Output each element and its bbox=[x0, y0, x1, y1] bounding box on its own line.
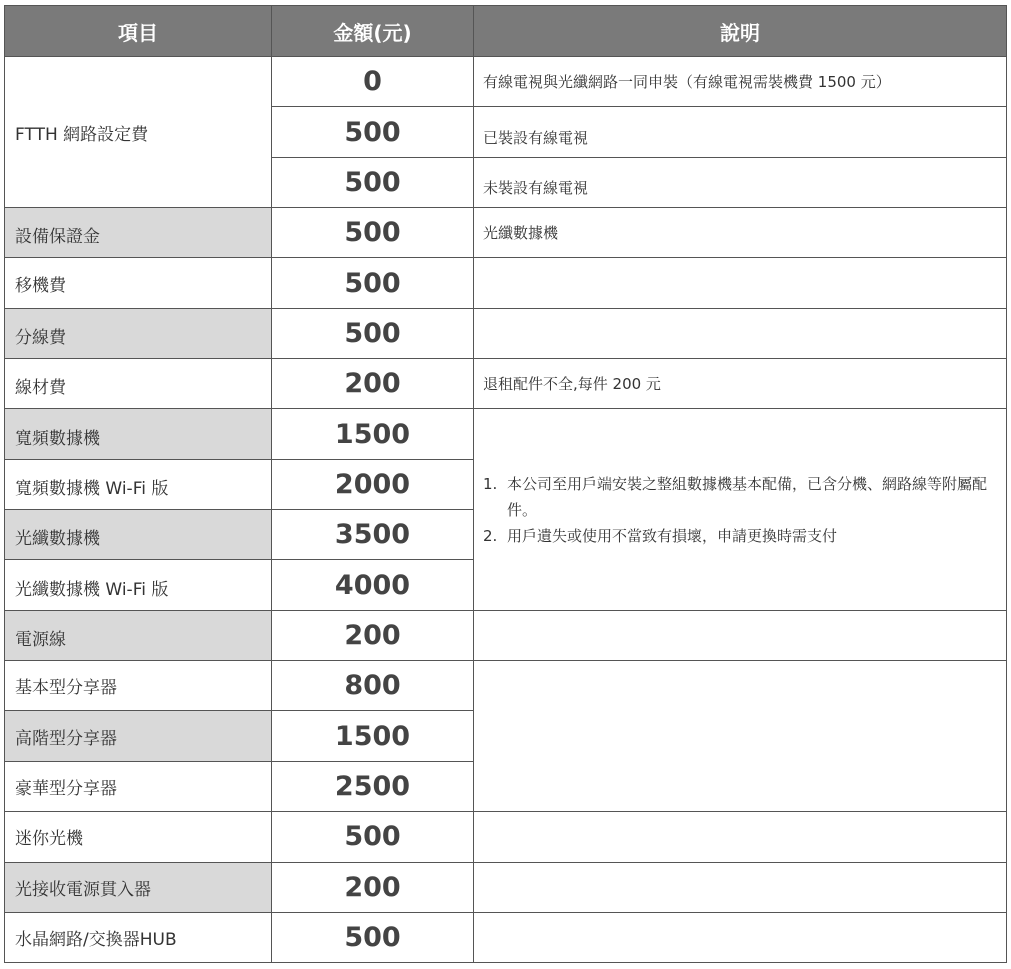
amount-cell: 500 bbox=[272, 308, 474, 358]
desc-cell: 光纖數據機 bbox=[474, 208, 1007, 258]
amount-cell: 200 bbox=[272, 862, 474, 912]
table-row bbox=[5, 862, 1007, 912]
amount-cell: 4000 bbox=[272, 560, 474, 610]
table-row bbox=[5, 812, 1007, 862]
note-text: 本公司至用戶端安裝之整組數據機基本配備，已含分機、網路線等附屬配件。 bbox=[507, 475, 988, 520]
amount-cell: 1500 bbox=[272, 711, 474, 761]
item-cell: 光纖數據機 Wi-Fi 版 bbox=[5, 560, 272, 610]
item-cell: 光纖數據機 bbox=[5, 510, 272, 560]
amount-cell: 800 bbox=[272, 661, 474, 711]
amount-cell: 500 bbox=[272, 107, 474, 157]
item-cell: 寬頻數據機 Wi-Fi 版 bbox=[5, 459, 272, 509]
modem-notes-cell bbox=[474, 409, 1007, 610]
note-number: 1. bbox=[483, 475, 498, 494]
desc-cell bbox=[474, 862, 1007, 912]
amount-cell: 500 bbox=[272, 208, 474, 258]
desc-cell bbox=[474, 308, 1007, 358]
item-cell: 基本型分享器 bbox=[5, 661, 272, 711]
table-row bbox=[5, 258, 1007, 308]
amount-cell: 0 bbox=[272, 57, 474, 107]
table-row bbox=[5, 57, 1007, 107]
item-cell: 設備保證金 bbox=[5, 208, 272, 258]
fee-table bbox=[4, 5, 1007, 963]
table-row bbox=[5, 359, 1007, 409]
item-ftth: FTTH 網路設定費 bbox=[5, 57, 272, 208]
header-amount: 金額(元) bbox=[272, 6, 474, 57]
amount-cell: 2500 bbox=[272, 761, 474, 811]
table-row bbox=[5, 912, 1007, 962]
item-cell: 線材費 bbox=[5, 359, 272, 409]
desc-cell: 退租配件不全,每件 200 元 bbox=[474, 359, 1007, 409]
amount-cell: 500 bbox=[272, 912, 474, 962]
item-cell: 光接收電源貫入器 bbox=[5, 862, 272, 912]
modem-note-2 bbox=[483, 523, 1006, 549]
amount-cell: 200 bbox=[272, 359, 474, 409]
desc-cell: 已裝設有線電視 bbox=[474, 107, 1007, 157]
amount-cell: 1500 bbox=[272, 409, 474, 459]
item-cell: 電源線 bbox=[5, 610, 272, 660]
item-cell: 分線費 bbox=[5, 308, 272, 358]
desc-cell bbox=[474, 258, 1007, 308]
table-row bbox=[5, 409, 1007, 459]
amount-cell: 200 bbox=[272, 610, 474, 660]
table-row bbox=[5, 661, 1007, 711]
desc-cell bbox=[474, 812, 1007, 862]
amount-cell: 500 bbox=[272, 812, 474, 862]
router-desc-cell bbox=[474, 661, 1007, 812]
item-cell: 水晶網路/交換器HUB bbox=[5, 912, 272, 962]
table-row bbox=[5, 610, 1007, 660]
table-row bbox=[5, 208, 1007, 258]
item-cell: 迷你光機 bbox=[5, 812, 272, 862]
item-cell: 移機費 bbox=[5, 258, 272, 308]
desc-cell: 有線電視與光纖網路一同申裝（有線電視需裝機費 1500 元） bbox=[474, 57, 1007, 107]
amount-cell: 2000 bbox=[272, 459, 474, 509]
header-desc: 說明 bbox=[474, 6, 1007, 57]
modem-note-1 bbox=[483, 471, 1006, 523]
amount-cell: 500 bbox=[272, 258, 474, 308]
item-cell: 高階型分享器 bbox=[5, 711, 272, 761]
header-item: 項目 bbox=[5, 6, 272, 57]
table-row bbox=[5, 308, 1007, 358]
note-number: 2. bbox=[483, 527, 498, 546]
desc-cell bbox=[474, 610, 1007, 660]
item-cell: 豪華型分享器 bbox=[5, 761, 272, 811]
desc-cell: 未裝設有線電視 bbox=[474, 157, 1007, 207]
amount-cell: 3500 bbox=[272, 510, 474, 560]
header-row bbox=[5, 6, 1007, 57]
note-text: 用戶遺失或使用不當致有損壞，申請更換時需支付 bbox=[507, 527, 838, 546]
item-cell: 寬頻數據機 bbox=[5, 409, 272, 459]
modem-notes-list bbox=[483, 471, 1006, 549]
amount-cell: 500 bbox=[272, 157, 474, 207]
desc-cell bbox=[474, 912, 1007, 962]
